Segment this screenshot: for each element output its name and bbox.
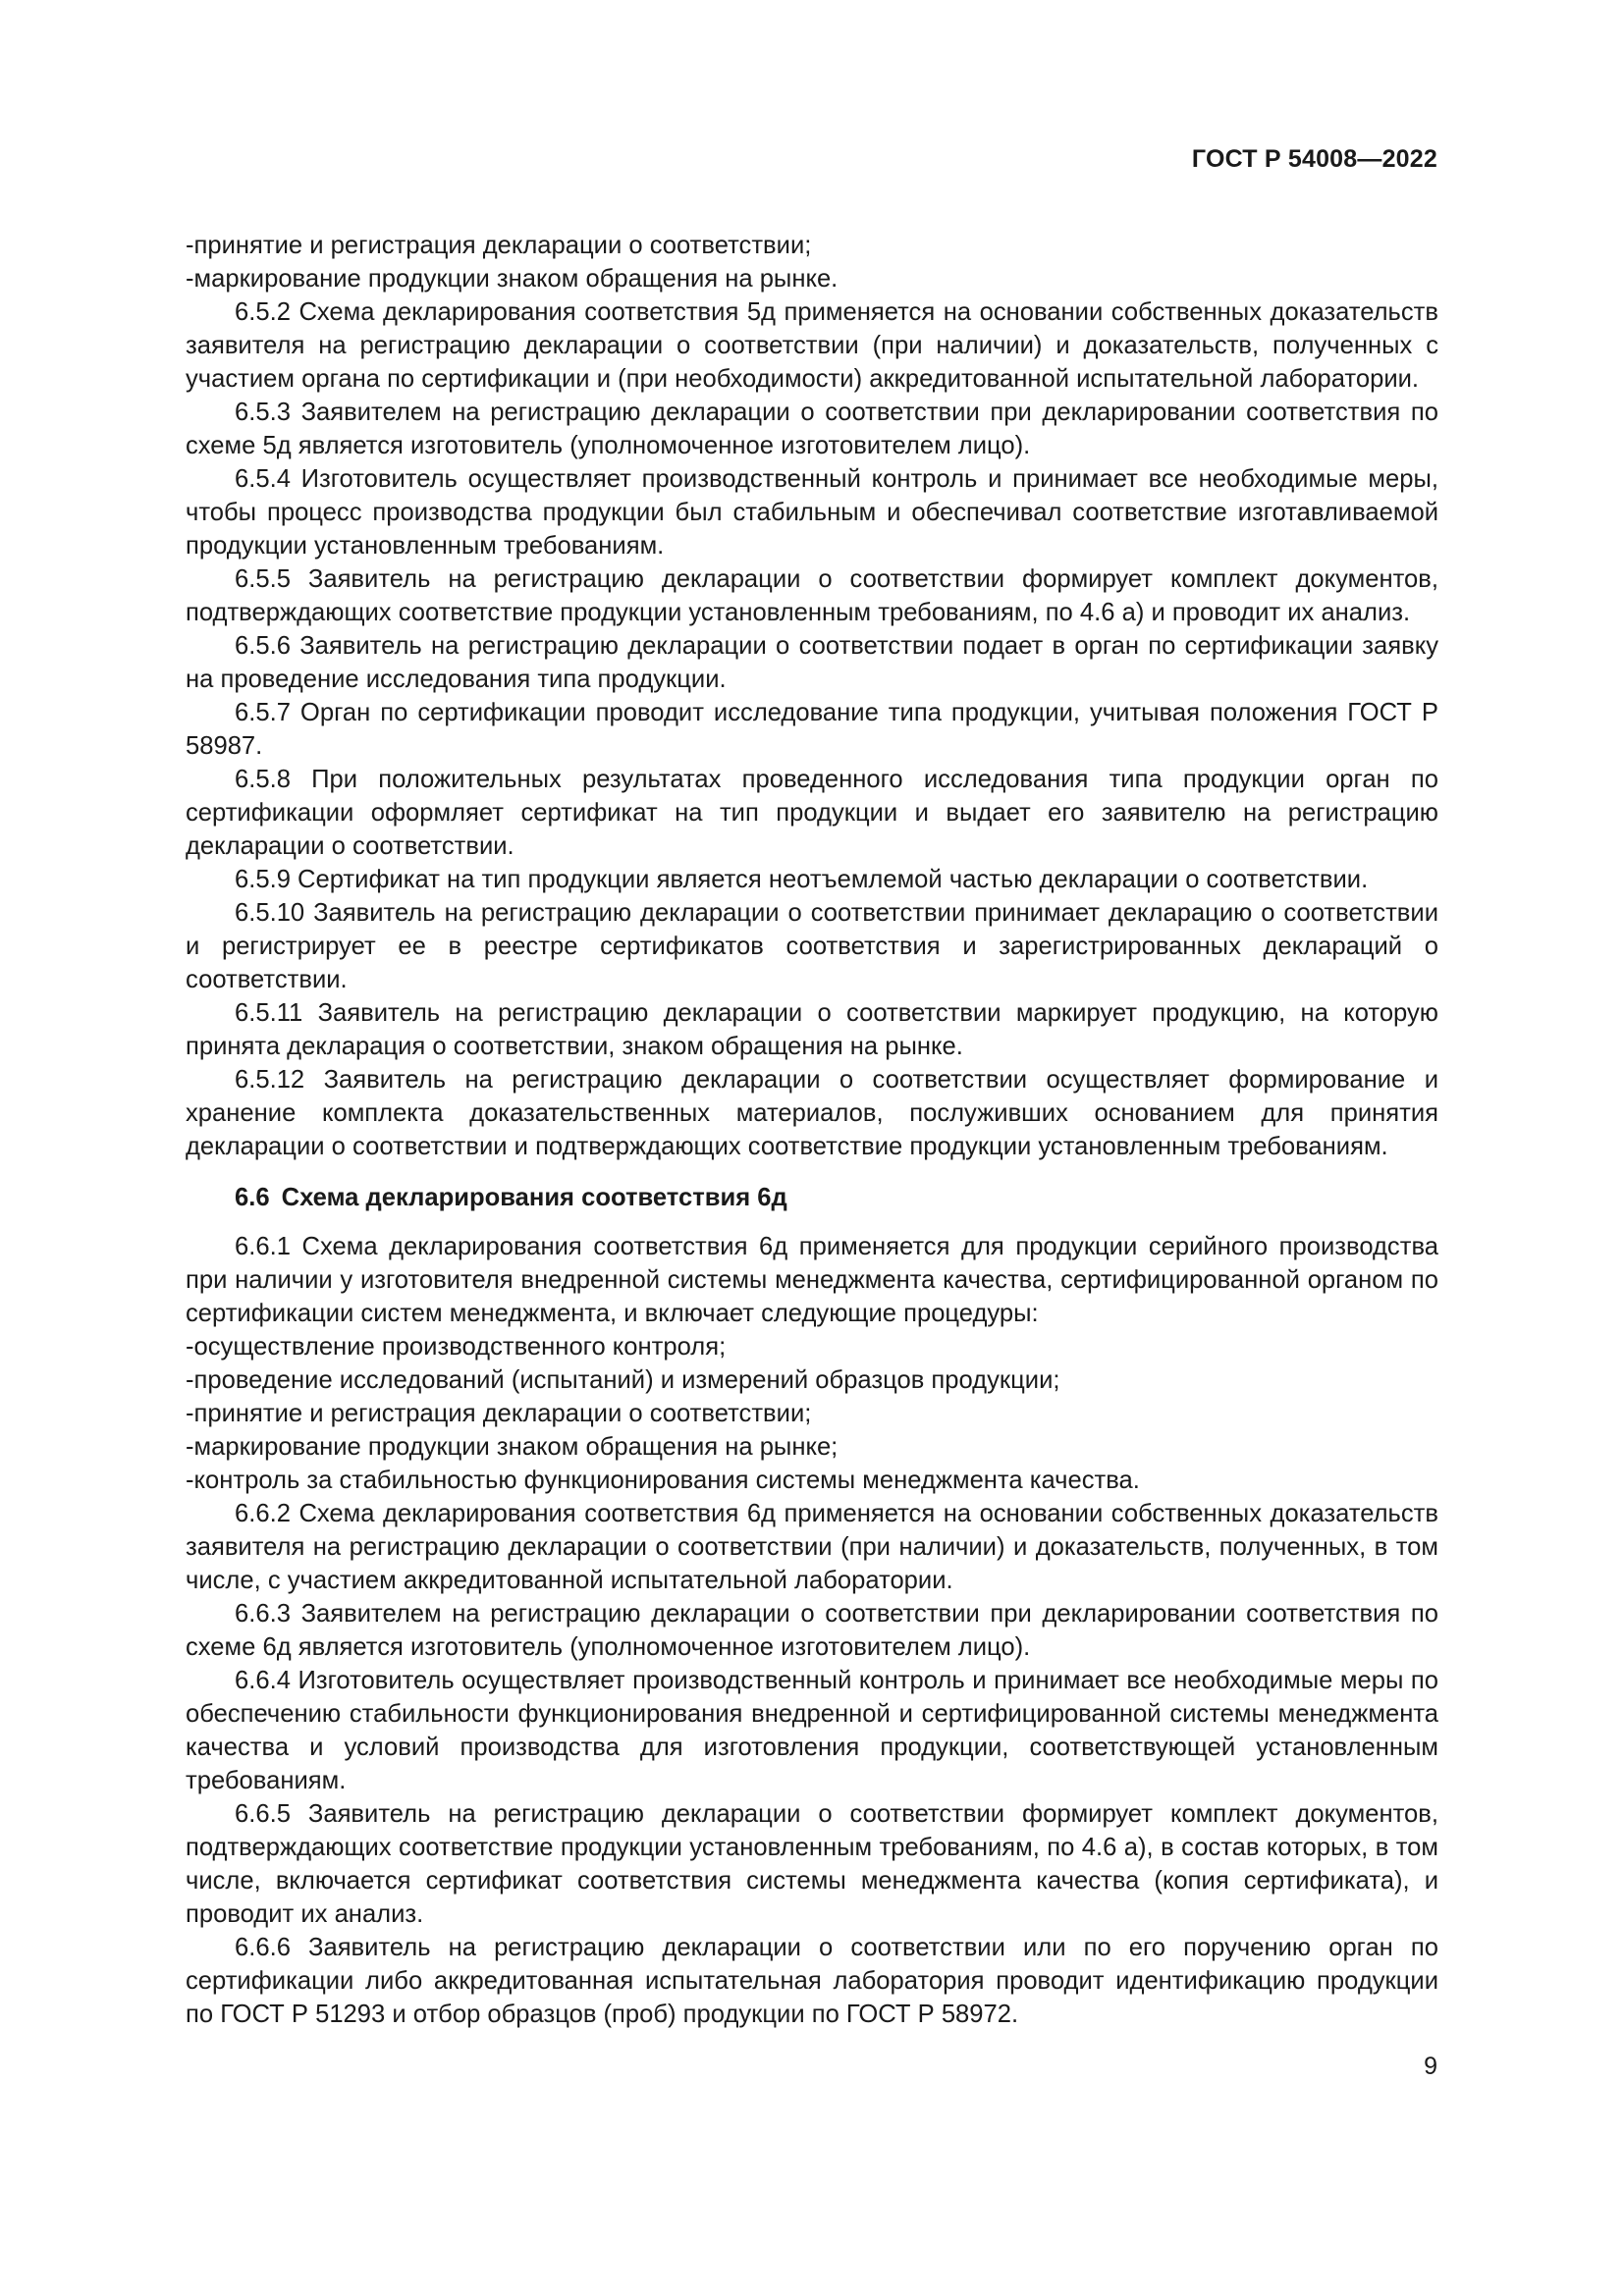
list-item <box>186 229 1438 262</box>
paragraph-6-5-7: 6.5.7 Орган по сертификации проводит исследование типа продукции, учитывая положения ГОСТ Р 58987. <box>186 699 1438 760</box>
list-item <box>186 1430 1438 1464</box>
dash-marker: - <box>186 1366 194 1394</box>
dash-marker: - <box>186 1433 194 1461</box>
paragraph-6-6-6: 6.6.6 Заявитель на регистрацию декларации о соответствии или по его поручению орган по сертификации либо аккредитованная испытательная лаборатория проводит идентификацию продукции по ГОСТ Р 51293 и отбор образцов (проб) продукции по ГОСТ Р 58972. <box>186 1934 1438 2028</box>
list-item <box>186 1363 1438 1397</box>
paragraph-6-6-4: 6.6.4 Изготовитель осуществляет производственный контроль и принимает все необходимые меры по обеспечению стабильности функционирования внедренной и сертифицированной системы менеджмента качества и условий производства для изготовления продукции, соответствующей установленным требованиям. <box>186 1667 1438 1794</box>
paragraph-6-5-6: 6.5.6 Заявитель на регистрацию декларации о соответствии подает в орган по сертификации заявку на проведение исследования типа продукции. <box>186 632 1438 693</box>
list-item-text: контроль за стабильностью функционирования системы менеджмента качества. <box>193 1467 1140 1494</box>
dash-marker: - <box>186 232 194 259</box>
dash-marker: - <box>186 1333 194 1361</box>
dash-marker: - <box>186 1400 194 1427</box>
list-item-text: маркирование продукции знаком обращения на рынке. <box>193 265 839 293</box>
section-number: 6.6 <box>235 1184 270 1211</box>
list-item-text: принятие и регистрация декларации о соответствии; <box>193 1400 812 1427</box>
document-body <box>186 229 1438 2031</box>
page-number: 9 <box>1424 2053 1437 2080</box>
list-item <box>186 1464 1438 1497</box>
paragraph-6-5-5: 6.5.5 Заявитель на регистрацию декларации о соответствии формирует комплект документов, подтверждающих соответствие продукции установленным требованиям, по 4.6 а) и проводит их анализ. <box>186 565 1438 626</box>
list-item-text: проведение исследований (испытаний) и измерений образцов продукции; <box>193 1366 1060 1394</box>
bullet-list-6-6-1 <box>186 1330 1438 1497</box>
list-item <box>186 1397 1438 1430</box>
list-item-text: принятие и регистрация декларации о соответствии; <box>193 232 812 259</box>
paragraph-6-5-3: 6.5.3 Заявителем на регистрацию декларации о соответствии при декларировании соответствия по схеме 5д является изготовитель (уполномоченное изготовителем лицо). <box>186 399 1438 459</box>
list-item-text: осуществление производственного контроля; <box>193 1333 727 1361</box>
paragraph-6-5-11: 6.5.11 Заявитель на регистрацию декларации о соответствии маркирует продукцию, на которую принята декларация о соответствии, знаком обращения на рынке. <box>186 999 1438 1060</box>
paragraph-6-5-9: 6.5.9 Сертификат на тип продукции является неотъемлемой частью декларации о соответствии. <box>235 866 1369 893</box>
paragraph-6-6-1: 6.6.1 Схема декларирования соответствия 6д применяется для продукции серийного производства при наличии у изготовителя внедренной системы менеджмента качества, сертифицированной органом по сертификации систем менеджмента, и включает следующие процедуры: <box>186 1233 1438 1327</box>
paragraph-6-6-3: 6.6.3 Заявителем на регистрацию декларации о соответствии при декларировании соответствия по схеме 6д является изготовитель (уполномоченное изготовителем лицо). <box>186 1600 1438 1661</box>
list-item <box>186 1330 1438 1363</box>
paragraph-6-5-10: 6.5.10 Заявитель на регистрацию декларации о соответствии принимает декларацию о соответствии и регистрирует ее в реестре сертификатов соответствия и зарегистрированных деклараций о соответствии. <box>186 899 1438 993</box>
paragraph-6-6-2: 6.6.2 Схема декларирования соответствия 6д применяется на основании собственных доказательств заявителя на регистрацию декларации о соответствии (при наличии) и доказательств, полученных, в том числе, с участием аккредитованной испытательной лаборатории. <box>186 1500 1438 1594</box>
bullet-list-top <box>186 229 1438 295</box>
dash-marker: - <box>186 265 194 293</box>
paragraph-6-5-4: 6.5.4 Изготовитель осуществляет производственный контроль и принимает все необходимые меры, чтобы процесс производства продукции был стабильным и обеспечивал соответствие изготавливаемой продукции установленным требованиям. <box>186 465 1438 560</box>
paragraph-6-5-8: 6.5.8 При положительных результатах проведенного исследования типа продукции орган по сертификации оформляет сертификат на тип продукции и выдает его заявителю на регистрацию декларации о соответствии. <box>186 766 1438 860</box>
paragraph-6-5-2: 6.5.2 Схема декларирования соответствия 5д применяется на основании собственных доказательств заявителя на регистрацию декларации о соответствии (при наличии) и доказательств, полученных с участием органа по сертификации и (при необходимости) аккредитованной испытательной лаборатории. <box>186 298 1438 393</box>
list-item-text: маркирование продукции знаком обращения на рынке; <box>193 1433 839 1461</box>
paragraph-6-6-5: 6.6.5 Заявитель на регистрацию декларации о соответствии формирует комплект документов, подтверждающих соответствие продукции установленным требованиям, по 4.6 а), в состав которых, в том числе, включается сертификат соответствия системы менеджмента качества (копия сертификата), и проводит их анализ. <box>186 1800 1438 1928</box>
paragraph-6-5-12: 6.5.12 Заявитель на регистрацию декларации о соответствии осуществляет формирование и хранение комплекта доказательственных материалов, послуживших основанием для принятия декларации о соответствии и подтверждающих соответствие продукции установленным требованиям. <box>186 1066 1438 1160</box>
section-title: Схема декларирования соответствия 6д <box>281 1184 787 1211</box>
dash-marker: - <box>186 1467 194 1494</box>
section-heading-6-6 <box>186 1181 1438 1214</box>
list-item <box>186 262 1438 295</box>
document-code-header: ГОСТ Р 54008—2022 <box>1191 145 1437 173</box>
